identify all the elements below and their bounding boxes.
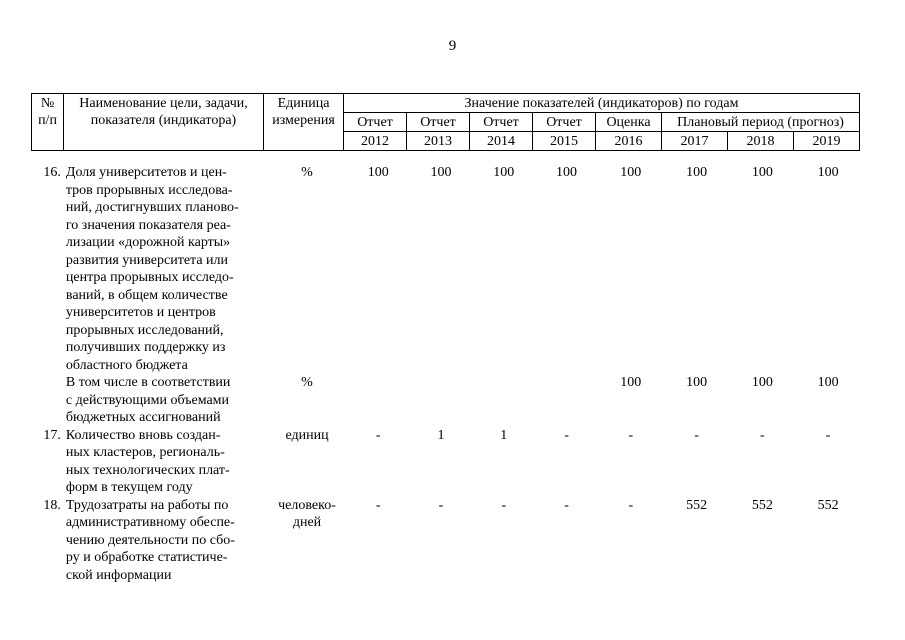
value-cell: 1	[437, 427, 445, 443]
value-cell: 100	[620, 165, 642, 180]
value-cell: -	[628, 497, 634, 513]
table-row	[31, 164, 861, 374]
row-number: 16.	[43, 165, 61, 180]
value-cell: -	[564, 427, 569, 443]
indicator-name-line: ской информации	[65, 567, 172, 583]
value-cell: 100	[751, 375, 773, 390]
value-cell: 1	[500, 427, 508, 443]
table-header	[31, 93, 860, 151]
header-num-line: №	[40, 96, 55, 111]
value-cell: -	[694, 427, 699, 443]
header-num-line: п/п	[38, 113, 57, 128]
value-cell: -	[628, 427, 634, 443]
unit-line: единиц	[285, 427, 329, 443]
page-number: 9	[448, 38, 457, 54]
indicator-name-line: тров прорывных исследова-	[65, 182, 233, 198]
indicator-name-line: Доля университетов и цен-	[65, 165, 227, 180]
value-cell: 100	[430, 165, 452, 180]
header-name-line: Наименование цели, задачи,	[79, 96, 248, 111]
indicator-name-line: центра прорывных исследо-	[65, 270, 234, 285]
header-year: 2016	[596, 132, 662, 151]
indicator-name-line: получивших поддержку из	[65, 340, 226, 355]
indicator-name-line: ру и обработке статистиче-	[65, 550, 228, 565]
indicator-name-line: развития университета или	[65, 252, 229, 268]
indicator-name-line: ний, достигнувших планово-	[65, 200, 239, 215]
value-cell: 100	[817, 165, 839, 180]
unit-line: дней	[292, 515, 322, 530]
header-year-type: Отчет	[344, 113, 407, 132]
unit-line: человеко-	[278, 497, 336, 513]
indicator-name	[63, 164, 267, 374]
header-name	[64, 94, 264, 151]
header-year: 2017	[662, 132, 728, 151]
value-cell: 100	[620, 375, 642, 390]
unit-cell	[267, 164, 347, 182]
unit-line: %	[301, 375, 313, 390]
header-year: 2013	[407, 132, 470, 151]
header-name-line: показателя (индикатора)	[90, 113, 237, 128]
value-cell: -	[564, 497, 569, 513]
header-year-type: Отчет	[470, 113, 533, 132]
value-cell: -	[438, 497, 444, 513]
value-cell: 100	[817, 375, 839, 390]
header-unit-line: измерения	[272, 113, 335, 128]
table-row	[31, 427, 861, 497]
indicator-name-line: форм в текущем году	[65, 480, 193, 495]
unit-cell	[267, 427, 347, 445]
indicator-name-line: чению деятельности по сбо-	[65, 532, 235, 548]
indicator-name-line: Трудозатраты на работы по	[65, 497, 229, 513]
value-cell: -	[501, 497, 507, 513]
indicator-name-line: университетов и центров	[65, 305, 216, 320]
unit-cell	[267, 497, 347, 532]
indicator-name-line: ваний, в общем количестве	[65, 287, 228, 303]
value-cell: 552	[817, 497, 839, 513]
table-body	[31, 164, 861, 584]
indicator-name-line: ных кластеров, региональ-	[65, 445, 225, 460]
indicator-name	[63, 374, 267, 427]
value-cell: 100	[751, 165, 773, 180]
indicator-name-line: В том числе в соответствии	[65, 375, 231, 390]
row-number: 17.	[43, 427, 61, 443]
header-values-title: Значение показателей (индикаторов) по годам	[344, 94, 860, 113]
header-year: 2015	[533, 132, 596, 151]
indicator-name-line: го значения показателя реа-	[65, 217, 231, 233]
value-cell: -	[760, 427, 765, 443]
header-planned-title: Плановый период (прогноз)	[662, 113, 860, 132]
indicator-name-line: бюджетных ассигнований	[65, 410, 221, 425]
indicator-name-line: областного бюджета	[65, 357, 188, 373]
indicator-name-line: с действующими объемами	[65, 392, 230, 408]
value-cell: 100	[556, 165, 578, 180]
unit-line: %	[301, 165, 313, 180]
header-year-type: Отчет	[533, 113, 596, 132]
table-row	[31, 497, 861, 585]
header-year: 2012	[344, 132, 407, 151]
header-unit	[264, 94, 344, 151]
header-year: 2014	[470, 132, 533, 151]
value-cell: 100	[493, 165, 515, 180]
header-year: 2019	[794, 132, 860, 151]
value-cell: -	[375, 427, 381, 443]
value-cell: -	[375, 497, 381, 513]
value-cell: 100	[367, 165, 389, 180]
indicator-name-line: прорывных исследований,	[65, 322, 224, 338]
unit-cell	[267, 374, 347, 392]
header-year: 2018	[728, 132, 794, 151]
header-year-type: Отчет	[407, 113, 470, 132]
header-num	[32, 94, 64, 151]
header-unit-line: Единица	[277, 96, 330, 111]
indicator-name-line: ных технологических плат-	[65, 462, 230, 478]
value-cell: 100	[686, 375, 708, 390]
indicator-name-line: административному обеспе-	[65, 515, 235, 530]
indicator-name	[63, 427, 267, 497]
indicator-name-line: Количество вновь создан-	[65, 427, 221, 443]
table-row	[31, 374, 861, 427]
indicator-name	[63, 497, 267, 585]
value-cell: 552	[751, 497, 773, 513]
value-cell: 100	[686, 165, 708, 180]
indicator-name-line: лизации «дорожной карты»	[65, 235, 231, 250]
row-number: 18.	[43, 497, 61, 513]
header-year-type: Оценка	[596, 113, 662, 132]
value-cell: -	[825, 427, 831, 443]
value-cell: 552	[686, 497, 708, 513]
